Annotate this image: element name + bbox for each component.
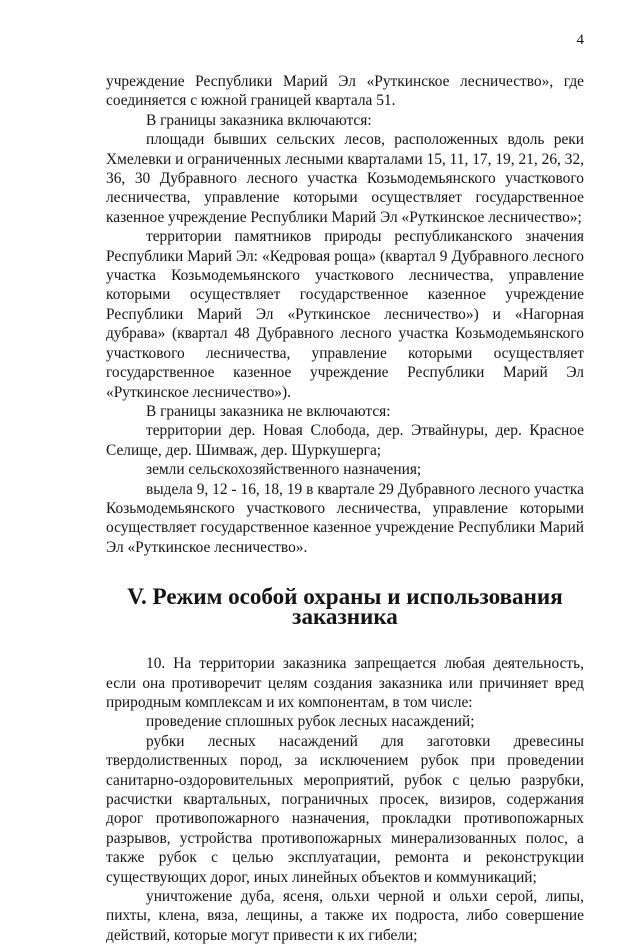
paragraph: учреждение Республики Марий Эл «Руткинское лесничество», где соединяется с южной границей квартала 51. <box>106 73 584 110</box>
document-body <box>106 72 584 945</box>
paragraph: В границы заказника не включаются: <box>146 402 391 420</box>
paragraph: территории памятников природы республиканского значения Республики Марий Эл: «Кедровая роща» (квартал 9 Дубравного лесного участка Козьмодемьянского участкового лесничества, управление которыми осуществляет государственное казенное учреждение Республики Марий Эл «Руткинское лесничество») и «Нагорная дубрава» (квартал 48 Дубравного лесного участка Козьмодемьянского участкового лесничества, управление которыми осуществляет государственное казенное учреждение Республики Марий Эл «Руткинское лесничество»). <box>106 228 584 401</box>
paragraphs-before <box>106 72 584 557</box>
paragraph: 10. На территории заказника запрещается любая деятельность, если она противоречит целям создания заказника или причиняет вред природным комплексам и их компонентам, в том числе: <box>106 655 584 711</box>
paragraph: площади бывших сельских лесов, расположенных вдоль реки Хмелевки и ограниченных лесными кварталами 15, 11, 17, 19, 21, 26, 32, 36, 30 Дубравного лесного участка Козьмодемьянского участкового лесничества, управление которыми осуществляет государственное казенное учреждение Республики Марий Эл «Руткинское лесничество»; <box>106 131 584 226</box>
paragraph: земли сельскохозяйственного назначения; <box>146 461 422 479</box>
paragraph: уничтожение дуба, ясеня, ольхи черной и ольхи серой, липы, пихты, клена, вяза, лещины, а также их подроста, либо совершение действий, которые могут привести к их гибели; <box>106 888 584 944</box>
section-heading: V. Режим особой охраны и использования заказника <box>127 583 563 630</box>
paragraph: территории дер. Новая Слобода, дер. Этвайнуры, дер. Красное Селище, дер. Шимваж, дер. Шуркушерга; <box>106 422 584 459</box>
paragraph: рубки лесных насаждений для заготовки древесины твердолиственных пород, за исключением рубок при проведении санитарно-оздоровительных мероприятий, рубок с целью разрубки, расчистки квартальных, пограничных просек, визиров, содержания дорог противопожарного назначения, прокладки противопожарных разрывов, устройства противопожарных минерализованных полос, а также рубок с целью эксплуатации, ремонта и реконструкции существующих дорог, иных линейных объектов и коммуникаций; <box>106 732 584 886</box>
paragraph: В границы заказника включаются: <box>146 111 372 129</box>
paragraphs-after <box>106 654 584 945</box>
paragraph: выдела 9, 12 - 16, 18, 19 в квартале 29 Дубравного лесного участка Козьмодемьянского участкового лесничества, управление которыми осуществляет государственное казенное учреждение Республики Марий Эл «Руткинское лесничество». <box>106 480 584 556</box>
page-number: 4 <box>576 32 584 48</box>
paragraph: проведение сплошных рубок лесных насаждений; <box>146 713 475 731</box>
